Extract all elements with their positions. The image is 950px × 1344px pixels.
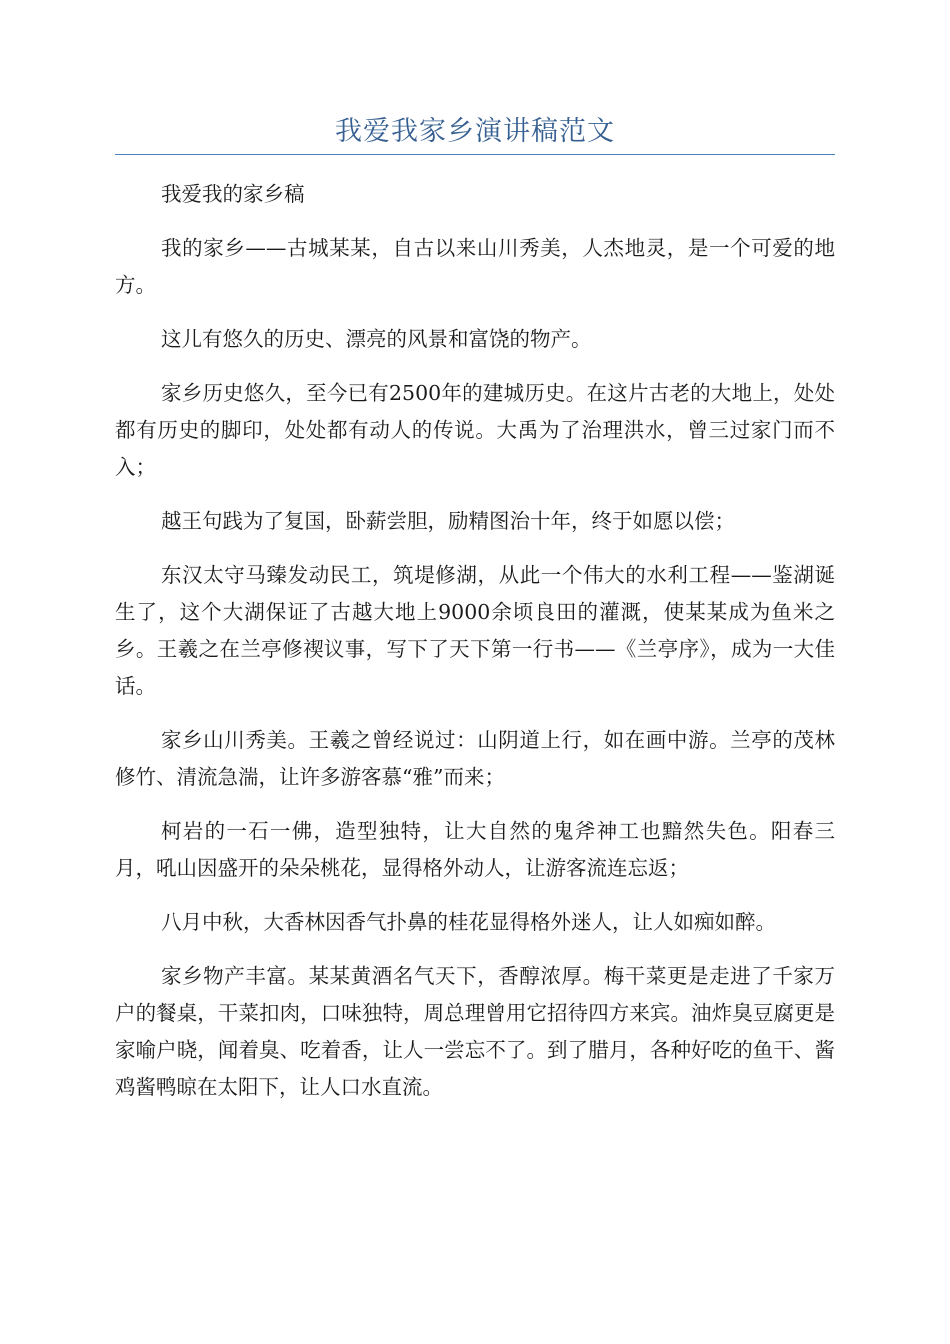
document-body: [115, 176, 835, 1123]
paragraph: 家乡山川秀美。王羲之曾经说过：山阴道上行，如在画中游。兰亭的茂林修竹、清流急湍，让许多游客慕“雅”而来；: [115, 728, 835, 789]
title-underline: [115, 154, 835, 155]
paragraph: 柯岩的一石一佛，造型独特，让大自然的鬼斧神工也黯然失色。阳春三月，吼山因盛开的朵朵桃花，显得格外动人，让游客流连忘返；: [115, 819, 835, 880]
document-title: 我爱我家乡演讲稿范文: [335, 116, 615, 147]
paragraph: 家乡物产丰富。某某黄酒名气天下，香醇浓厚。梅干菜更是走进了千家万户的餐桌，干菜扣肉，口味独特，周总理曾用它招待四方来宾。油炸臭豆腐更是家喻户晓，闻着臭、吃着香，让人一尝忘不了。到了腊月，各种好吃的鱼干、酱鸡酱鸭晾在太阳下，让人口水直流。: [115, 964, 835, 1099]
paragraph: 东汉太守马臻发动民工，筑堤修湖，从此一个伟大的水利工程——鉴湖诞生了，这个大湖保证了古越大地上9000余顷良田的灌溉，使某某成为鱼米之乡。王羲之在兰亭修禊议事，写下了天下第一行书——《兰亭序》，成为一大佳话。: [115, 563, 835, 698]
paragraph: 越王句践为了复国，卧薪尝胆，励精图治十年，终于如愿以偿；: [161, 509, 735, 533]
paragraph: 八月中秋，大香林因香气扑鼻的桂花显得格外迷人，让人如痴如醉。: [161, 910, 776, 934]
paragraph: 这儿有悠久的历史、漂亮的风景和富饶的物产。: [161, 327, 592, 351]
paragraph: 我的家乡——古城某某，自古以来山川秀美，人杰地灵，是一个可爱的地方。: [115, 236, 835, 297]
paragraph: 我爱我的家乡稿: [161, 182, 305, 206]
paragraph: 家乡历史悠久，至今已有2500年的建城历史。在这片古老的大地上，处处都有历史的脚印，处处都有动人的传说。大禹为了治理洪水，曾三过家门而不入；: [115, 381, 835, 479]
